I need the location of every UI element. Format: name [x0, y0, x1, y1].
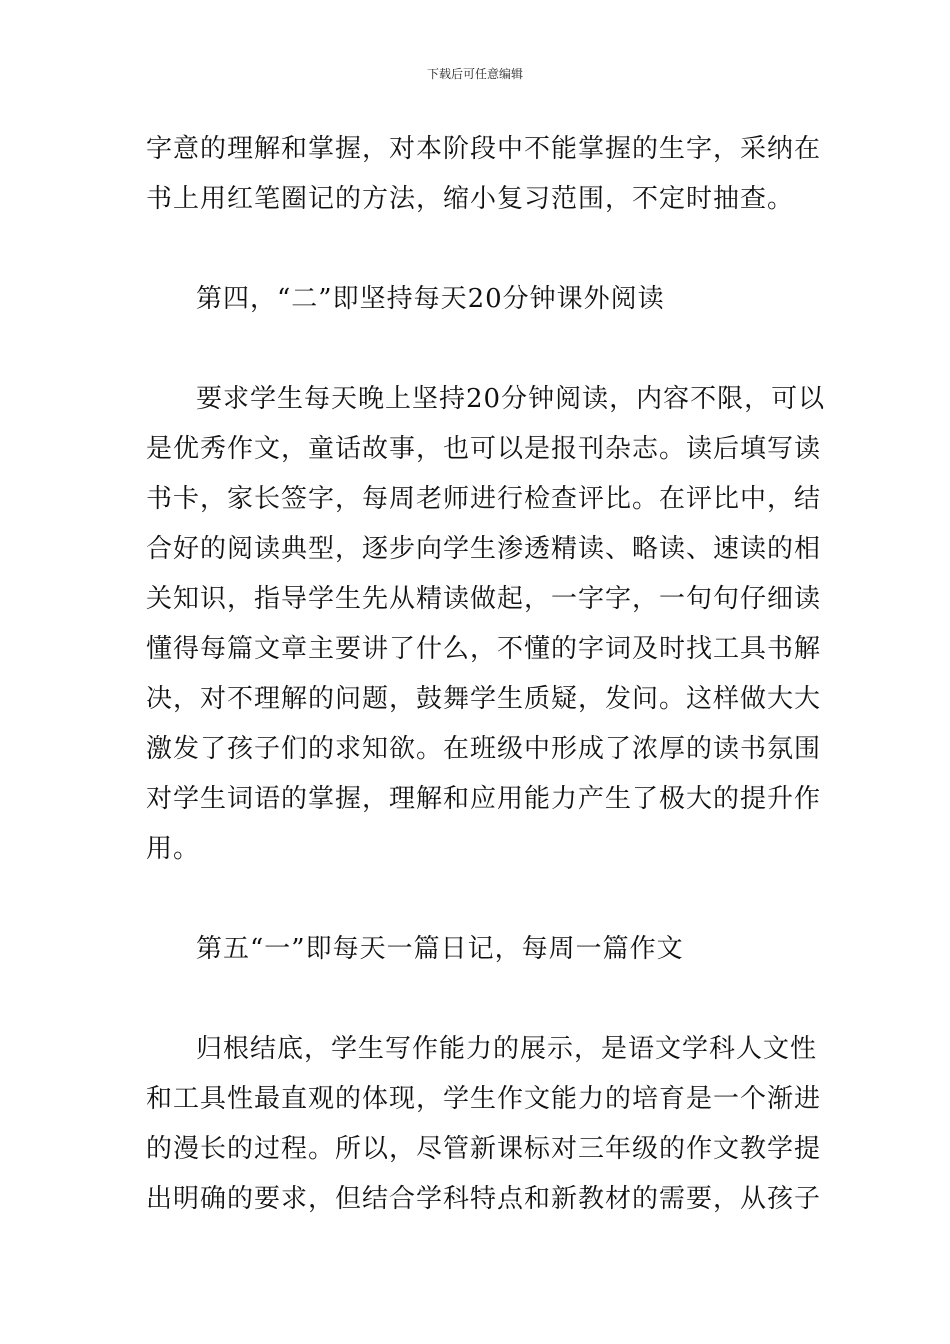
paragraph-line: 懂得每篇文章主要讲了什么，不懂的字词及时找工具书解 — [146, 634, 822, 664]
paragraph-line: 书卡，家长签字，每周老师进行检查评比。在评比中，结 — [146, 484, 822, 514]
section-heading: 第四，“二”即坚持每天20分钟课外阅读 — [196, 284, 665, 314]
paragraph-line: 用。 — [146, 834, 201, 864]
paragraph-line: 归根结底，学生写作能力的展示，是语文学科人文性 — [196, 1034, 818, 1064]
paragraph-line: 合好的阅读典型，逐步向学生渗透精读、略读、速读的相 — [146, 534, 822, 564]
paragraph-line: 关知识，指导学生先从精读做起，一字字，一句句仔细读 — [146, 584, 822, 614]
paragraph-gap — [146, 324, 808, 374]
paragraph-gap — [146, 224, 808, 274]
paragraph-line: 的漫长的过程。所以，尽管新课标对三年级的作文教学提 — [146, 1134, 822, 1164]
document-body — [146, 124, 826, 1224]
paragraph-line: 要求学生每天晚上坚持20分钟阅读，内容不限，可以 — [196, 384, 826, 414]
page-header: 下载后可任意编辑 — [426, 67, 523, 81]
paragraph-line: 激发了孩子们的求知欲。在班级中形成了浓厚的读书氛围 — [146, 734, 822, 764]
paragraph-line: 字意的理解和掌握，对本阶段中不能掌握的生字，采纳在 — [146, 134, 822, 164]
paragraph-line: 书上用红笔圈记的方法，缩小复习范围，不定时抽查。 — [146, 184, 795, 214]
section-heading: 第五“一”即每天一篇日记，每周一篇作文 — [196, 934, 684, 964]
paragraph-line: 出明确的要求，但结合学科特点和新教材的需要，从孩子 — [146, 1184, 822, 1214]
paragraph-line: 是优秀作文，童话故事，也可以是报刊杂志。读后填写读 — [146, 434, 822, 464]
paragraph-gap — [146, 974, 808, 1024]
paragraph-line: 对学生词语的掌握，理解和应用能力产生了极大的提升作 — [146, 784, 822, 814]
paragraph-line: 和工具性最直观的体现，学生作文能力的培育是一个渐进 — [146, 1084, 822, 1114]
paragraph-gap — [146, 874, 808, 924]
paragraph-line: 决，对不理解的问题，鼓舞学生质疑，发问。这样做大大 — [146, 684, 822, 714]
